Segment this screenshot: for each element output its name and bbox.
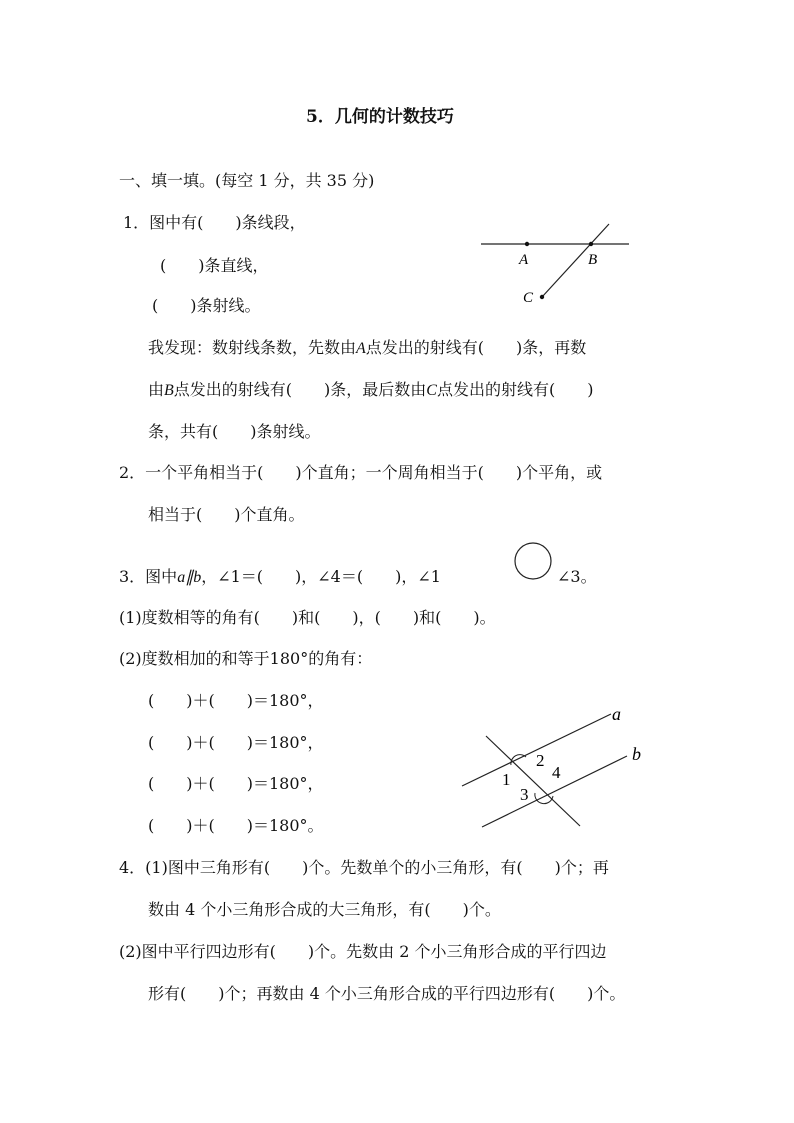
q1-line-5c: 点发出的射线有( )	[436, 380, 594, 399]
angle-label-2: 2	[536, 751, 545, 770]
q1-line-5a: 由	[148, 380, 165, 399]
parallel-symbol: ∥	[185, 569, 194, 586]
fig-label-b: B	[588, 252, 598, 268]
point-b-label: B	[164, 382, 174, 399]
angle-label-1: 1	[502, 770, 511, 789]
q1-line-3: ( )条射线。	[152, 296, 261, 315]
q2-line-1: 2．一个平角相当于( )个直角；一个周角相当于( )个平角，或	[119, 463, 603, 482]
q3-sum-3: ( )＋( )＝180°，	[148, 774, 324, 793]
q1-line-2: ( )条直线，	[160, 256, 269, 275]
fig-label-c: C	[523, 290, 534, 306]
q3-part-1: (1)度数相等的角有( )和( )，( )和( )。	[119, 608, 496, 627]
q3-line-1c: ∠3。	[557, 567, 597, 586]
angle-label-3: 3	[520, 785, 529, 804]
fig-label-a-line: a	[612, 704, 621, 724]
q3-sum-2: ( )＋( )＝180°，	[148, 733, 324, 752]
q3-line-1b: ，∠1＝( )，∠4＝( )，∠1	[201, 567, 441, 586]
q3-part-2: (2)度数相加的和等于180°的角有：	[119, 649, 373, 668]
q1-line-4b: 点发出的射线有( )条，再数	[365, 338, 587, 357]
q1-line-6: 条，共有( )条射线。	[148, 422, 321, 441]
fig-label-a: A	[519, 252, 529, 268]
angle-label-4: 4	[552, 763, 561, 782]
transversal	[486, 736, 580, 826]
q3-line-1a: 3．图中	[119, 567, 178, 586]
point-a-label: A	[356, 340, 366, 357]
var-a: a	[177, 569, 186, 586]
q2-line-2: 相当于( )个直角。	[148, 505, 305, 524]
var-b: b	[193, 569, 202, 586]
q1-line-4a: 我发现：数射线条数，先数由	[148, 338, 357, 357]
section-heading: 一、填一填。(每空 1 分，共 35 分)	[119, 171, 375, 190]
point-c-label: C	[426, 382, 437, 399]
q1-line-1: 1．图中有( )条线段，	[123, 213, 306, 232]
q4-line-4: 形有( )个；再数由 4 个小三角形合成的平行四边形有( )个。	[148, 984, 626, 1003]
page-title: 5．几何的计数技巧	[306, 107, 454, 127]
fig-label-b-line: b	[632, 744, 641, 764]
q4-line-2: 数由 4 个小三角形合成的大三角形，有( )个。	[148, 900, 501, 919]
q1-line-5b: 点发出的射线有( )条，最后数由	[173, 380, 427, 399]
q3-sum-1: ( )＋( )＝180°，	[148, 691, 324, 710]
q4-line-1: 4．(1)图中三角形有( )个。先数单个的小三角形，有( )个；再	[119, 858, 609, 877]
q3-sum-4: ( )＋( )＝180°。	[148, 816, 324, 835]
q4-line-3: (2)图中平行四边形有( )个。先数由 2 个小三角形合成的平行四边	[119, 942, 607, 961]
